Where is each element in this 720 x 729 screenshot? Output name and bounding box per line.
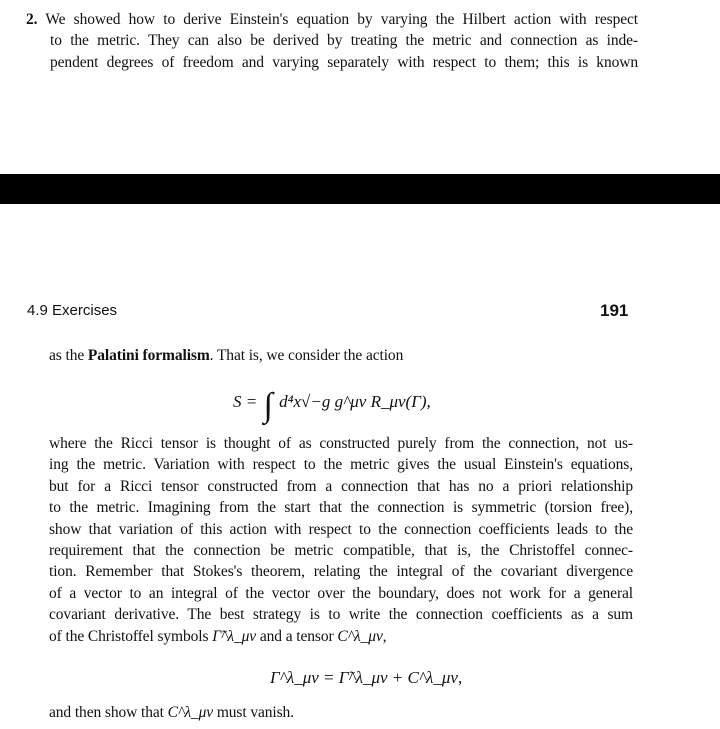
page-number: 191	[600, 301, 629, 320]
exercise-number: 2.	[26, 11, 38, 28]
exercise-line-2: to the metric. They can also be derived by treating the metric and connection as inde-	[50, 32, 638, 50]
closing-line: and then show that C^λ_μν must vanish.	[49, 704, 294, 721]
body-line: requirement that the connection be metric compatible, that is, the Christoffel connec-	[49, 542, 633, 560]
exercise-2-block	[26, 9, 638, 73]
tensor-symbol-closing: C^λ_μν	[167, 704, 214, 721]
body-line: of a vector to an integral of the vector over the boundary, does not work for a general	[49, 584, 633, 602]
body-line: but for a Ricci tensor constructed from a connection that has no a priori relationship	[49, 477, 633, 495]
decomposition-equation: Γ^λ_μν = Γ̃^λ_μν + C^λ_μν,	[270, 668, 463, 687]
continuation-line: as the Palatini formalism. That is, we consider the action	[49, 347, 404, 364]
body-line: where the Ricci tensor is thought of as constructed purely from the connection, not us-	[49, 435, 633, 452]
body-line-last: of the Christoffel symbols Γ̃^λ_μν and a tensor C^λ_μν,	[49, 627, 387, 645]
body-line: tion. Remember that Stokes's theorem, relating the integral of the covariant divergence	[49, 563, 633, 581]
palatini-term: Palatini formalism	[87, 347, 210, 364]
body-line: covariant derivative. The best strategy is to write the connection coefficients as a sum	[49, 606, 633, 624]
body-paragraph	[49, 433, 633, 647]
body-line: to the metric. Imagining from the start that the connection is symmetric (torsion free),	[49, 499, 633, 517]
section-header: 4.9 Exercises	[27, 302, 118, 319]
tensor-symbol: C^λ_μν	[337, 627, 383, 645]
christoffel-symbol: Γ̃^λ_μν	[212, 627, 257, 645]
action-equation	[233, 387, 431, 425]
action-integrand: d⁴x√−g g^μν R_μν(Γ),	[279, 392, 431, 411]
integral-sign: ∫	[263, 387, 273, 424]
body-line: ing the metric. Variation with respect to the metric gives the usual Einstein's equations,	[49, 456, 633, 474]
exercise-line-1: 2. We showed how to derive Einstein's equation by varying the Hilbert action with respect	[26, 11, 638, 28]
body-line: show that variation of this action with respect to the connection coefficients leads to the	[49, 520, 633, 538]
action-lhs: S =	[233, 392, 258, 411]
page-break-bar	[0, 174, 720, 204]
exercise-line-3: pendent degrees of freedom and varying separately with respect to them; this is known	[50, 53, 638, 71]
